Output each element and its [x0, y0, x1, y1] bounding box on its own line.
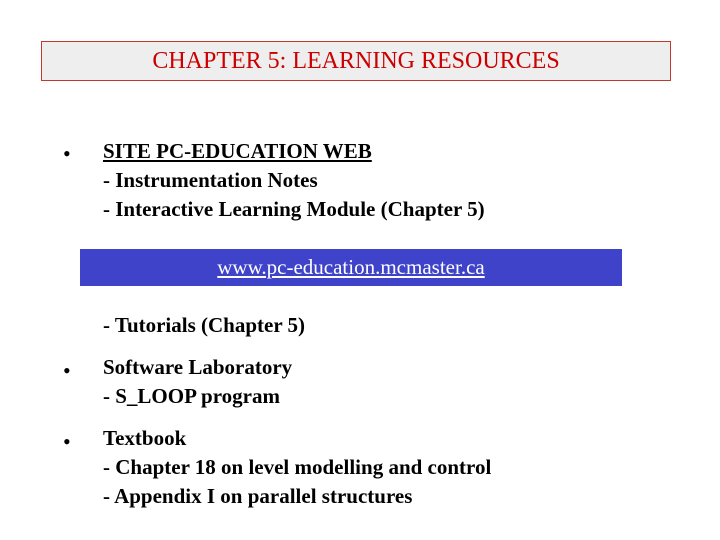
section-web-item-1: - Instrumentation Notes [103, 168, 318, 192]
bullet-3: • [63, 429, 71, 454]
section-web-item-3: - Tutorials (Chapter 5) [103, 313, 306, 337]
section-textbook-item-2: - Appendix I on parallel structures [103, 484, 413, 508]
section-web-heading: SITE PC-EDUCATION WEB [103, 139, 372, 163]
bullet-1: • [63, 141, 71, 166]
section-software-item-1: - S_LOOP program [103, 384, 280, 408]
section-textbook-item-1: - Chapter 18 on level modelling and control [103, 455, 492, 479]
section-software [103, 353, 292, 411]
section-software-heading: Software Laboratory [103, 355, 293, 379]
section-textbook-heading: Textbook [103, 426, 187, 450]
website-link[interactable]: www.pc-education.mcmaster.ca [217, 255, 485, 279]
link-bar [80, 249, 622, 286]
section-textbook [103, 424, 491, 511]
title-box [41, 41, 671, 81]
section-web [103, 137, 485, 224]
section-web-extra [103, 311, 305, 340]
page-title: CHAPTER 5: LEARNING RESOURCES [152, 48, 560, 74]
section-web-item-2: - Interactive Learning Module (Chapter 5) [103, 197, 485, 221]
bullet-2: • [63, 358, 71, 383]
